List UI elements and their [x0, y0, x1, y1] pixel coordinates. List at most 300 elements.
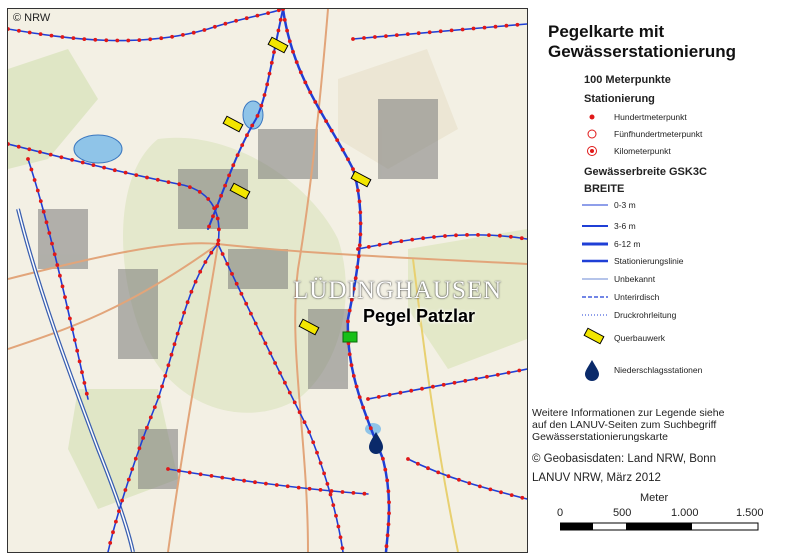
gauge-label: Pegel Patzlar	[363, 306, 476, 326]
hundred-meter-point	[319, 488, 323, 492]
hundred-meter-point	[439, 29, 443, 33]
hundred-meter-point	[85, 392, 89, 396]
legend-line-3-6: 3-6 m	[614, 221, 636, 231]
underground-line-icon	[582, 293, 608, 301]
hundred-meter-point	[277, 9, 281, 12]
hundred-meter-point	[240, 292, 244, 296]
hundred-meter-point	[231, 163, 235, 167]
hundred-meter-point	[115, 39, 119, 43]
hundred-meter-point	[33, 178, 37, 182]
legend-line-6-12: 6-12 m	[614, 239, 641, 249]
hundred-meter-point	[387, 511, 391, 515]
hundred-meter-point	[124, 171, 128, 175]
hundred-meter-point	[357, 254, 361, 258]
hundred-meter-point	[130, 467, 134, 471]
scale-tick-1500: 1.500	[736, 507, 764, 519]
line-3-6-icon	[582, 222, 608, 230]
hundred-meter-point	[268, 72, 272, 76]
hundred-meter-point	[450, 29, 454, 33]
hundred-meter-point	[367, 245, 371, 249]
legend-title-line2: Gewässerstationierung	[548, 42, 737, 61]
hundred-meter-point	[230, 272, 234, 276]
legend-line-stationing: Stationierungslinie	[614, 256, 684, 266]
hundred-meter-point	[8, 27, 10, 31]
hundred-meter-point	[256, 14, 260, 18]
hundred-meter-point	[279, 18, 283, 22]
hundred-meter-point	[286, 484, 290, 488]
hundred-meter-point	[326, 482, 330, 486]
hundred-meter-point	[465, 233, 469, 237]
hundred-meter-point	[494, 25, 498, 29]
legend-section-stationing: Stationierung	[584, 93, 655, 105]
hundred-meter-point	[273, 361, 277, 365]
hundred-meter-point	[177, 182, 181, 186]
hundred-meter-point	[278, 371, 282, 375]
hundred-meter-point	[341, 490, 345, 494]
hundred-meter-point	[352, 374, 356, 378]
hundred-meter-point	[114, 520, 118, 524]
hundred-meter-point	[337, 525, 341, 529]
hundred-meter-point	[53, 252, 57, 256]
hundred-meter-point	[288, 391, 292, 395]
hundred-meter-point	[179, 321, 183, 325]
hundred-meter-point	[242, 479, 246, 483]
hundred-meter-point	[295, 60, 299, 64]
hundred-meter-point	[387, 489, 391, 493]
hundred-meter-point	[26, 157, 30, 161]
hundred-meter-point	[358, 395, 362, 399]
hundred-meter-point	[113, 168, 117, 172]
hundred-meter-point	[474, 377, 478, 381]
hundred-meter-point	[288, 39, 292, 43]
hundred-meter-point	[227, 174, 231, 178]
weir-marker	[223, 116, 243, 132]
hundred-meter-point	[453, 381, 457, 385]
hundred-meter-point	[399, 239, 403, 243]
hundred-meter-point	[134, 173, 138, 177]
hundred-meter-point	[355, 385, 359, 389]
hundred-meter-point	[307, 430, 311, 434]
credit-geobasis: © Geobasisdaten: Land NRW, Bonn	[532, 453, 717, 465]
legend-title-line1: Pegelkarte mit	[548, 22, 665, 41]
scale-tick-500: 500	[613, 507, 632, 519]
hundred-meter-point	[75, 349, 79, 353]
hundred-meter-point	[358, 211, 362, 215]
hundred-meter-point	[432, 235, 436, 239]
hundred-meter-point	[49, 153, 53, 157]
hundred-meter-point	[516, 23, 520, 27]
hundred-meter-point	[60, 155, 64, 159]
hundred-meter-point	[153, 405, 157, 409]
credit-lanuv: LANUV NRW, März 2012	[532, 472, 661, 484]
hundred-meter-point	[224, 22, 228, 26]
hundred-meter-point	[198, 190, 202, 194]
hundred-meter-point	[235, 282, 239, 286]
hundred-meter-point	[28, 31, 32, 35]
hundred-meter-point	[399, 391, 403, 395]
hundred-meter-point	[454, 233, 458, 237]
hundred-meter-point	[78, 360, 82, 364]
hundred-meter-point	[319, 461, 323, 465]
legend-line-0-3: 0-3 m	[614, 200, 636, 210]
stationing-line-icon	[582, 257, 608, 265]
hundred-meter-point	[426, 466, 430, 470]
hundred-meter-point	[188, 471, 192, 475]
line-0-3-icon	[582, 201, 608, 209]
hundred-meter-point	[250, 124, 254, 128]
hundred-meter-point	[463, 379, 467, 383]
legend-line-underground: Unterirdisch	[614, 292, 660, 302]
hundred-meter-point	[50, 242, 54, 246]
hundred-meter-point	[254, 322, 258, 326]
hundred-meter-point	[194, 280, 198, 284]
hundred-meter-point	[293, 401, 297, 405]
hundred-meter-point	[351, 167, 355, 171]
river-east-south	[368, 369, 527, 399]
legend-line-unknown: Unbekannt	[614, 274, 656, 284]
hundred-meter-point	[443, 234, 447, 238]
hundred-meter-point	[421, 236, 425, 240]
hundred-meter-point	[406, 32, 410, 36]
hundred-meter-point	[298, 410, 302, 414]
hundred-meter-point	[170, 35, 174, 39]
hundred-meter-point	[207, 225, 211, 229]
legend-item-kilometer: Kilometerpunkt	[614, 146, 671, 156]
hundred-meter-point	[70, 158, 74, 162]
hundred-meter-point	[277, 29, 281, 33]
weir-marker	[351, 171, 371, 187]
hundred-meter-point	[308, 90, 312, 94]
hundred-meter-point	[260, 104, 264, 108]
hundred-meter-point	[383, 468, 387, 472]
hundred-meter-point	[387, 500, 391, 504]
hundred-meter-point	[259, 332, 263, 336]
legend-title	[548, 22, 736, 62]
hundred-meter-point	[373, 35, 377, 39]
town-label: LÜDINGHAUSEN	[293, 277, 503, 304]
hundred-meter-point	[489, 488, 493, 492]
hundred-meter-point	[55, 263, 59, 267]
hundred-meter-point	[72, 36, 76, 40]
legend-item-weir: Querbauwerk	[614, 333, 666, 343]
hundred-meter-point	[498, 234, 502, 238]
hundred-meter-point	[71, 327, 75, 331]
hundred-meter-point	[245, 133, 249, 137]
hundred-meter-point	[356, 247, 360, 251]
legend-line-pressure-pipe: Druckrohrleitung	[614, 310, 677, 320]
hundred-meter-point	[219, 194, 223, 198]
hundred-meter-point	[240, 143, 244, 147]
hundred-meter-point	[39, 199, 43, 203]
hundred-meter-point	[253, 480, 257, 484]
hundred-meter-point	[264, 341, 268, 345]
legend-section-width: Gewässerbreite GSK3C	[584, 166, 707, 178]
hundred-meter-point	[361, 406, 365, 410]
hundred-meter-point	[334, 514, 338, 518]
hundred-meter-point	[270, 61, 274, 65]
hundred-meter-point	[319, 110, 323, 114]
hundred-meter-point	[211, 214, 215, 218]
legend-item-hundred: Hundertmeterpunkt	[614, 112, 687, 122]
hundred-meter-point	[68, 317, 72, 321]
hundred-meter-point	[217, 239, 221, 243]
pressure-pipe-icon	[582, 311, 608, 319]
hundred-meter-point	[188, 185, 192, 189]
scale-tick-1000: 1.000	[671, 507, 699, 519]
hundred-meter-point	[330, 489, 334, 493]
legend-section-breite: BREITE	[584, 183, 625, 195]
hundred-meter-point	[145, 426, 149, 430]
hundred-meter-point	[17, 145, 21, 149]
hundred-meter-point	[265, 83, 269, 87]
hundred-meter-point	[148, 37, 152, 41]
gauge-marker[interactable]	[343, 332, 357, 342]
hundred-meter-point	[285, 29, 289, 33]
hundred-meter-point	[350, 363, 354, 367]
hundred-meter-point	[177, 469, 181, 473]
hundred-meter-point	[82, 37, 86, 41]
hundred-meter-point	[176, 332, 180, 336]
hundred-meter-point	[264, 482, 268, 486]
hundred-meter-point	[167, 180, 171, 184]
hundred-meter-point	[417, 31, 421, 35]
info-line2: auf den LANUV-Seiten zum Suchbegriff	[532, 419, 717, 431]
hundred-meter-point	[209, 251, 213, 255]
hundred-meter-point	[378, 243, 382, 247]
hundred-meter-point	[61, 35, 65, 39]
map-panel[interactable]	[7, 8, 528, 553]
hundred-meter-point	[507, 371, 511, 375]
hundred-meter-point	[141, 436, 145, 440]
hundred-meter-point	[461, 28, 465, 32]
river-bottom	[168, 469, 368, 494]
hundred-meter-point	[38, 150, 42, 154]
hundred-meter-point	[124, 488, 128, 492]
hundred-meter-point	[291, 50, 295, 54]
hundred-meter-point	[363, 492, 367, 496]
hundred-meter-point	[457, 478, 461, 482]
hundred-meter-point	[352, 491, 356, 495]
hundred-meter-point	[384, 34, 388, 38]
hundred-meter-point	[472, 27, 476, 31]
hundred-meter-point	[311, 440, 315, 444]
weir-icon	[582, 327, 606, 345]
rain-station-marker[interactable]	[369, 432, 383, 454]
line-6-12-icon	[582, 240, 608, 248]
hundred-meter-point	[236, 153, 240, 157]
hundred-meter-point	[297, 486, 301, 490]
hundred-meter-point	[322, 472, 326, 476]
hundred-meter-point	[359, 233, 363, 237]
hundred-meter-point	[348, 352, 352, 356]
hundred-meter-point	[66, 306, 70, 310]
hundred-meter-point	[303, 420, 307, 424]
hundred-meter-point	[467, 481, 471, 485]
hundred-meter-point	[478, 485, 482, 489]
hundred-meter-point	[339, 535, 343, 539]
hundred-meter-point	[377, 395, 381, 399]
hundred-meter-point	[206, 197, 210, 201]
hundred-meter-point	[381, 457, 385, 461]
hundred-meter-point	[409, 389, 413, 393]
hundred-meter-point	[266, 11, 270, 15]
hundred-meter-point	[186, 300, 190, 304]
hundred-meter-point	[58, 274, 62, 278]
hundred-meter-point	[496, 373, 500, 377]
map-copyright: © NRW	[13, 12, 51, 24]
hundred-meter-point	[166, 467, 170, 471]
hundred-meter-point	[386, 533, 390, 537]
hundred-meter-point	[520, 236, 524, 240]
hundred-meter-point	[505, 24, 509, 28]
hundred-meter-point	[120, 499, 124, 503]
rain-drop-icon	[582, 359, 602, 381]
hundred-meter-point	[303, 81, 307, 85]
hundred-meter-point	[234, 19, 238, 23]
hundred-meter-point	[385, 479, 389, 483]
hundred-meter-point	[104, 38, 108, 42]
hundred-point-icon	[582, 111, 602, 123]
hundred-meter-point	[192, 31, 196, 35]
info-line3: Gewässerstationierungskarte	[532, 431, 668, 443]
hundred-meter-point	[388, 393, 392, 397]
hundred-meter-point	[315, 451, 319, 455]
hundred-meter-point	[126, 39, 130, 43]
hundred-meter-point	[330, 129, 334, 133]
hundred-meter-point	[313, 100, 317, 104]
hundred-meter-point	[212, 206, 216, 210]
hundred-meter-point	[217, 228, 221, 232]
hundred-meter-point	[134, 457, 138, 461]
kilometer-point-icon	[582, 145, 602, 157]
hundred-meter-point	[428, 30, 432, 34]
scale-unit: Meter	[640, 492, 669, 504]
hundred-meter-point	[358, 243, 362, 247]
hundred-meter-point	[358, 200, 362, 204]
hundred-meter-point	[117, 509, 121, 513]
hundred-meter-point	[50, 34, 54, 38]
scale-tick-0: 0	[557, 507, 564, 519]
hundred-meter-point	[221, 252, 225, 256]
hundred-meter-point	[256, 114, 260, 118]
hundred-meter-point	[80, 370, 84, 374]
hundred-meter-point	[223, 184, 227, 188]
hundred-meter-point	[181, 33, 185, 37]
hundred-meter-point	[351, 37, 355, 41]
hundred-meter-point	[369, 426, 373, 430]
hundred-meter-point	[216, 217, 220, 221]
hundred-meter-point	[216, 242, 220, 246]
hundred-meter-point	[476, 233, 480, 237]
hundred-meter-point	[92, 163, 96, 167]
hundred-meter-point	[225, 262, 229, 266]
hundred-meter-point	[170, 353, 174, 357]
hundred-meter-point	[346, 320, 350, 324]
hundred-meter-point	[416, 462, 420, 466]
hundred-meter-point	[499, 490, 503, 494]
hundred-meter-point	[324, 119, 328, 123]
hundred-meter-point	[431, 385, 435, 389]
scale-bar	[560, 522, 760, 532]
hundred-meter-point	[356, 189, 360, 193]
hundred-meter-point	[395, 33, 399, 37]
hundred-meter-point	[420, 387, 424, 391]
hundred-meter-point	[102, 166, 106, 170]
hundred-meter-point	[36, 189, 40, 193]
hundred-meter-point	[173, 342, 177, 346]
hundred-meter-point	[156, 178, 160, 182]
legend-info	[532, 407, 724, 443]
hundred-meter-point	[341, 148, 345, 152]
hundred-meter-point	[83, 381, 87, 385]
hundred-meter-point	[335, 138, 339, 142]
hundred-meter-point	[509, 235, 513, 239]
hundred-meter-point	[245, 16, 249, 20]
hundred-meter-point	[244, 302, 248, 306]
hundred-meter-point	[308, 487, 312, 491]
hundred-meter-point	[389, 241, 393, 245]
hundred-meter-point	[249, 312, 253, 316]
hundred-meter-point	[355, 265, 359, 269]
hundred-meter-point	[45, 220, 49, 224]
hundred-meter-point	[520, 496, 524, 500]
hundred-meter-point	[406, 457, 410, 461]
hundred-meter-point	[73, 338, 77, 342]
hundred-meter-point	[213, 25, 217, 29]
hundred-meter-point	[348, 309, 352, 313]
hundred-meter-point	[145, 176, 149, 180]
hundred-meter-point	[365, 416, 369, 420]
hundred-meter-point	[487, 233, 491, 237]
river-east-bottom	[408, 459, 527, 499]
hundred-meter-point	[199, 472, 203, 476]
hundred-meter-point	[517, 369, 521, 373]
hundred-meter-point	[159, 36, 163, 40]
hundred-meter-point	[268, 351, 272, 355]
hundred-meter-point	[30, 168, 34, 172]
hundred-meter-point	[203, 28, 207, 32]
hundred-meter-point	[81, 161, 85, 165]
hundred-meter-point	[17, 29, 21, 33]
hundred-meter-point	[39, 32, 43, 36]
hundred-meter-point	[108, 541, 112, 545]
hundred-meter-point	[410, 238, 414, 242]
hundred-meter-point	[220, 476, 224, 480]
hundred-meter-point	[436, 471, 440, 475]
hundred-meter-point	[127, 478, 131, 482]
hundred-meter-point	[366, 397, 370, 401]
hundred-meter-point	[359, 222, 363, 226]
hundred-meter-point	[346, 157, 350, 161]
hundred-meter-point	[190, 290, 194, 294]
hundred-meter-point	[483, 26, 487, 30]
hundred-meter-point	[231, 477, 235, 481]
hundred-meter-point	[331, 503, 335, 507]
unknown-line-icon	[582, 275, 608, 283]
hundred-meter-point	[272, 50, 276, 54]
hundred-meter-point	[485, 375, 489, 379]
hundred-meter-point	[160, 385, 164, 389]
hundred-meter-point	[137, 38, 141, 42]
hundred-meter-point	[63, 295, 67, 299]
hundred-meter-point	[163, 374, 167, 378]
hundred-meter-point	[61, 285, 65, 289]
legend-section-points: 100 Meterpunkte	[584, 74, 671, 86]
hundred-meter-point	[27, 147, 31, 151]
hundred-meter-point	[283, 18, 287, 22]
legend-item-five-hundred: Fünfhundertmeterpunkt	[614, 129, 703, 139]
hundred-meter-point	[182, 311, 186, 315]
